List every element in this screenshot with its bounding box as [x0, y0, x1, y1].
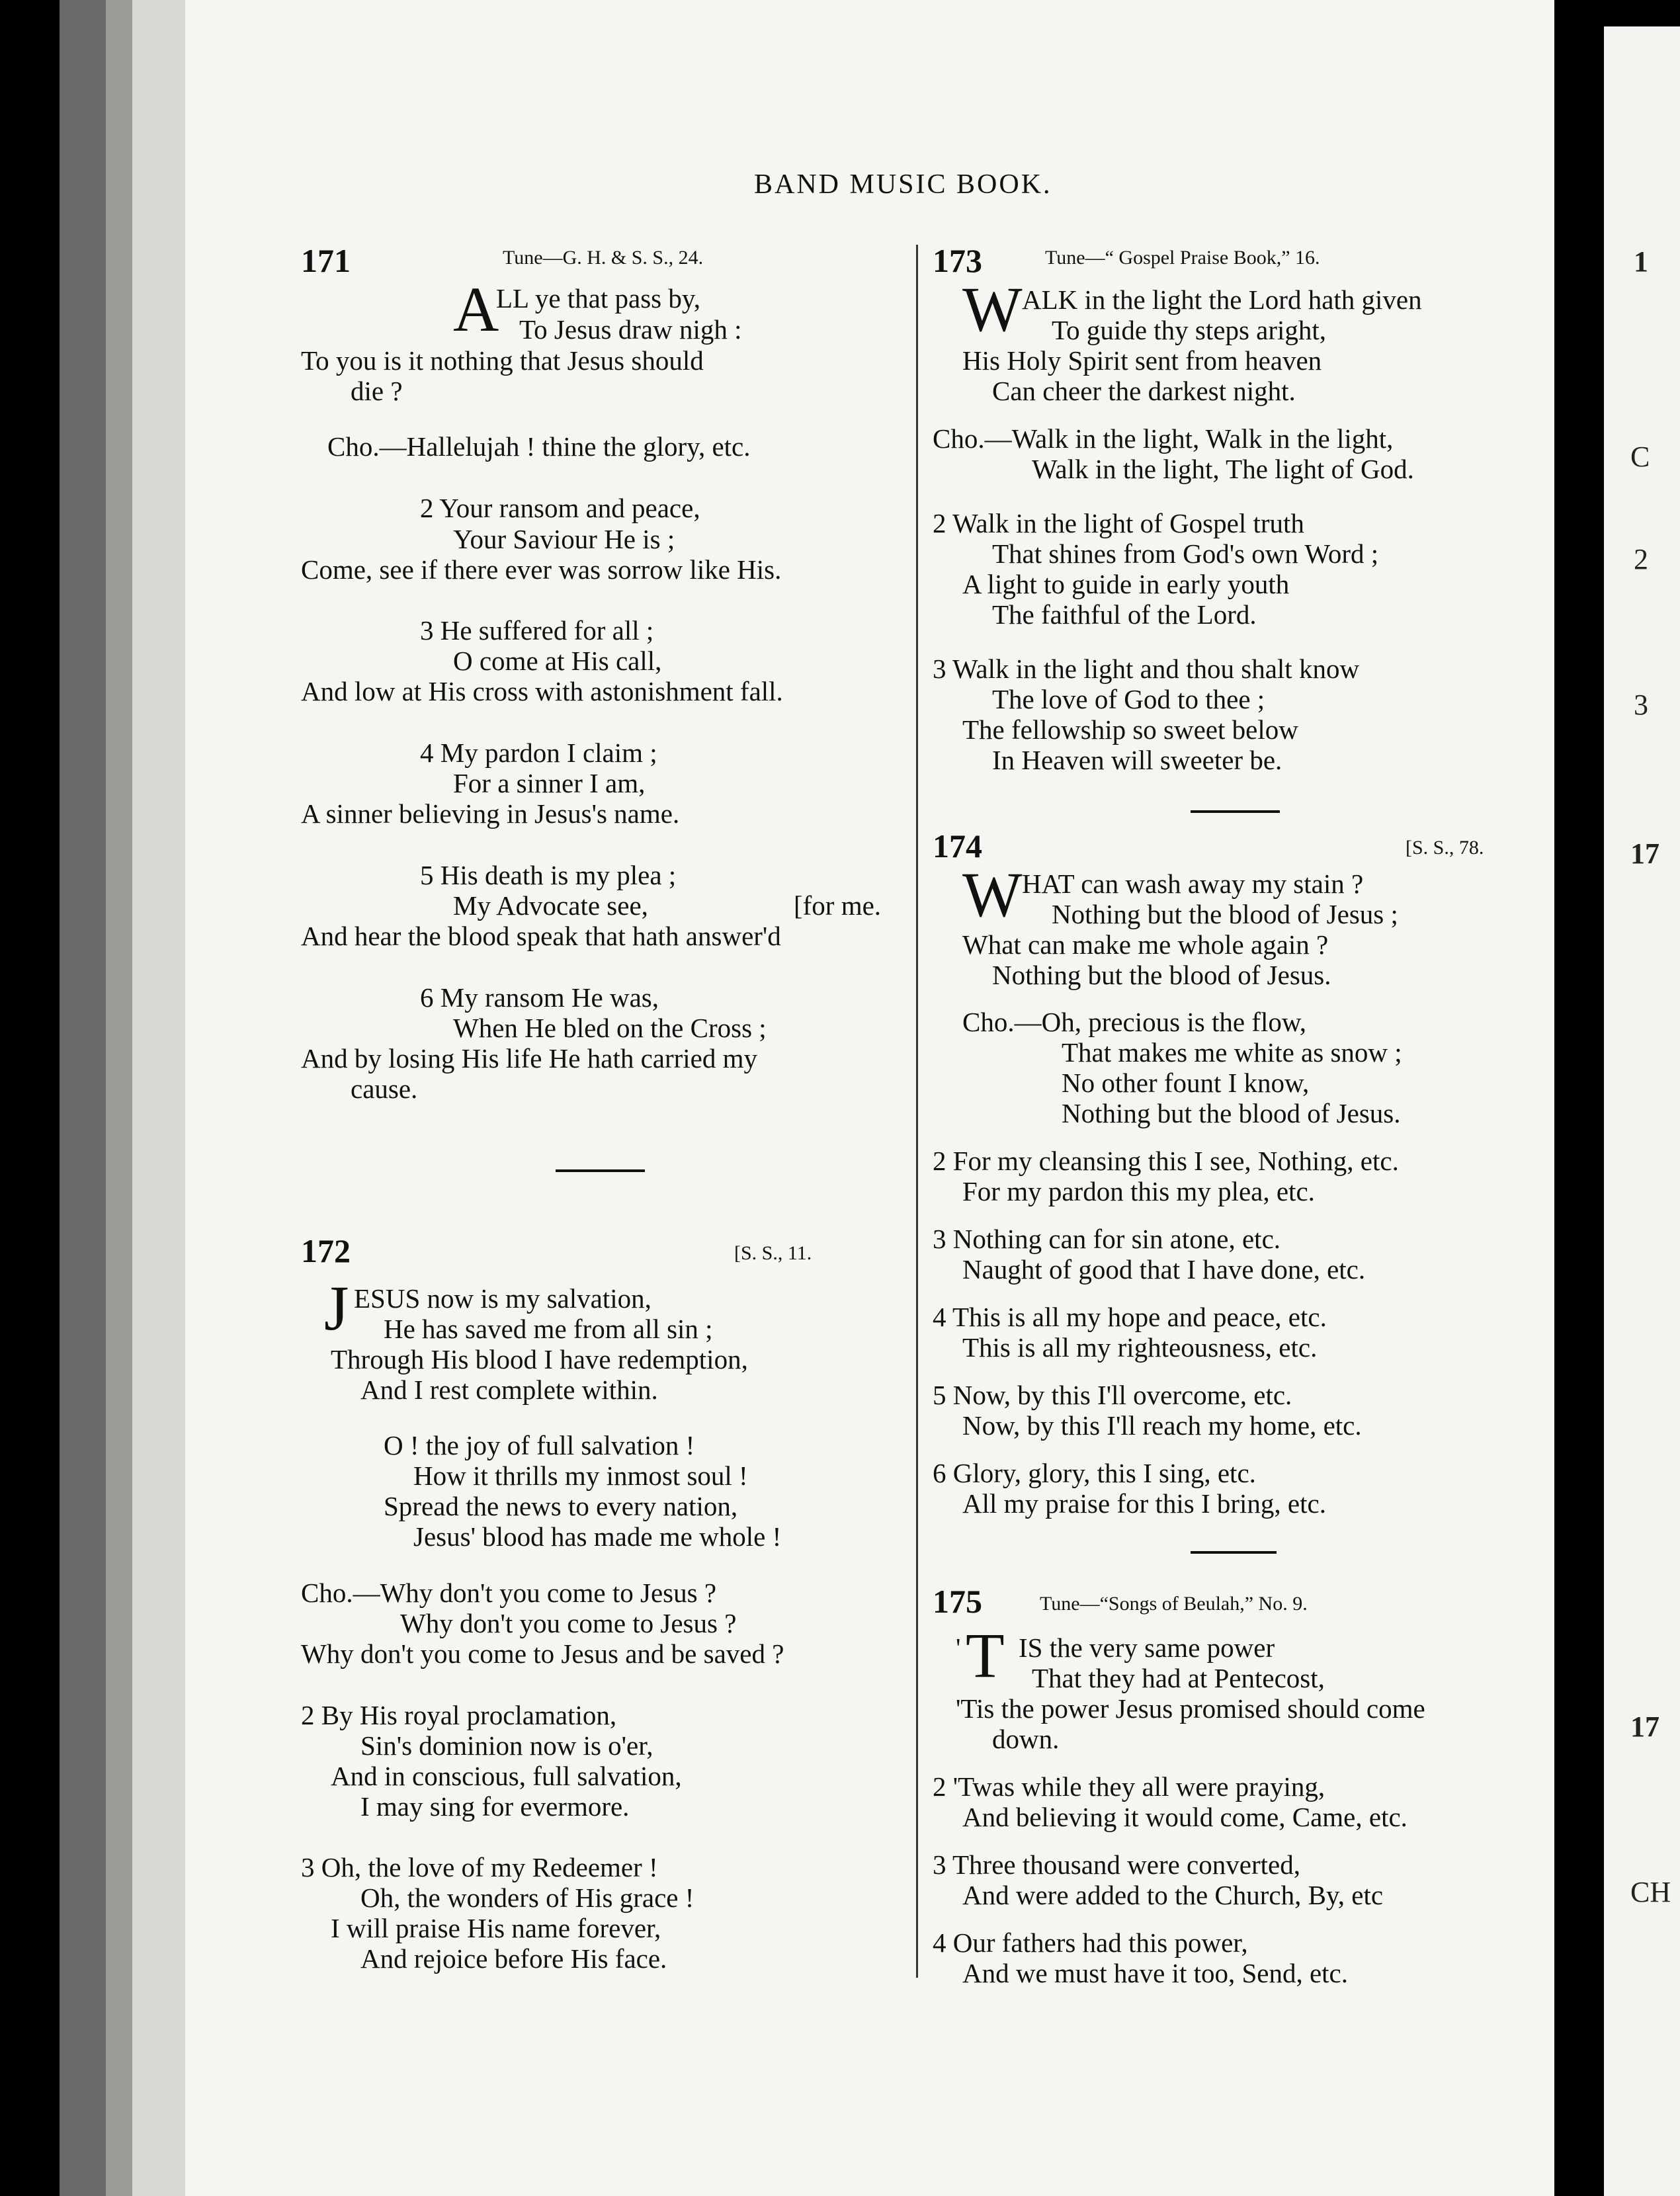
verse-line: [for me.: [794, 890, 882, 921]
drop-capital: W: [962, 859, 1023, 930]
verse-line: For my pardon this my plea, etc.: [962, 1176, 1315, 1206]
chorus-line: Cho.—Why don't you come to Jesus ?: [301, 1578, 717, 1608]
verse-line: I will praise His name forever,: [331, 1913, 661, 1943]
hymn-number: 174: [933, 827, 982, 865]
verse-line: And we must have it too, Send, etc.: [962, 1958, 1349, 1988]
verse-line: 3 He suffered for all ;: [420, 615, 654, 646]
verse-line: And rejoice before His face.: [360, 1943, 667, 1974]
fragment-text: 3: [1634, 689, 1648, 721]
verse-line: 5 Now, by this I'll overcome, etc.: [933, 1380, 1292, 1410]
verse-line: A sinner believing in Jesus's name.: [301, 798, 680, 829]
verse-line: And in conscious, full salvation,: [331, 1761, 682, 1791]
verse-line: Now, by this I'll reach my home, etc.: [962, 1410, 1362, 1441]
verse-line: The faithful of the Lord.: [992, 599, 1257, 630]
drop-capital: T: [966, 1620, 1005, 1691]
drop-capital: W: [962, 274, 1023, 345]
verse-line: 6 My ransom He was,: [420, 982, 659, 1013]
verse-line: HAT can wash away my stain ?: [1022, 868, 1364, 899]
verse-line: 2 'Twas while they all were praying,: [933, 1771, 1325, 1802]
verse-line: Nothing but the blood of Jesus ;: [1052, 899, 1398, 929]
chorus-line: Cho.—Walk in the light, Walk in the light,: [933, 423, 1394, 454]
tune-reference: [S. S., 11.: [734, 1242, 812, 1264]
verse-line: And I rest complete within.: [360, 1374, 658, 1405]
verse-line: And were added to the Church, By, etc: [962, 1880, 1384, 1910]
hymn-number: 171: [301, 242, 351, 279]
verse-line: In Heaven will sweeter be.: [992, 745, 1282, 775]
verse-line: Oh, the wonders of His grace !: [360, 1882, 694, 1913]
verse-line: To you is it nothing that Jesus should: [301, 345, 704, 376]
fragment-text: 17: [1630, 837, 1659, 870]
verse-line: And hear the blood speak that hath answer'd: [301, 921, 781, 951]
verse-line: This is all my righteousness, etc.: [962, 1332, 1318, 1363]
verse-line: 3 Nothing can for sin atone, etc.: [933, 1224, 1281, 1254]
verse-line: For a sinner I am,: [453, 768, 646, 798]
tune-reference: Tune—G. H. & S. S., 24.: [503, 247, 704, 269]
verse-line: All my praise for this I bring, etc.: [962, 1488, 1326, 1519]
verse-line: To Jesus draw nigh :: [519, 314, 742, 345]
page-stack-edge: [106, 0, 132, 2196]
verse-line: How it thrills my inmost soul !: [413, 1460, 748, 1491]
drop-capital: J: [324, 1273, 349, 1343]
verse-line: Can cheer the darkest night.: [992, 376, 1296, 406]
fragment-text: CH: [1630, 1876, 1671, 1908]
verse-line: What can make me whole again ?: [962, 929, 1329, 960]
verse-line: cause.: [351, 1074, 418, 1104]
section-rule: [1191, 1551, 1277, 1554]
verse-line: 2 Walk in the light of Gospel truth: [933, 508, 1304, 538]
page-stack-edge: [60, 0, 106, 2196]
verse-line: And believing it would come, Came, etc.: [962, 1802, 1407, 1832]
fragment-text: 1: [1634, 245, 1648, 278]
verse-line: ': [956, 1632, 961, 1663]
verse-line: And low at His cross with astonishment fall.: [301, 676, 783, 706]
chorus-line: No other fount I know,: [1062, 1068, 1310, 1098]
section-rule: [1191, 810, 1280, 813]
verse-line: That they had at Pentecost,: [1032, 1663, 1325, 1693]
verse-line: ESUS now is my salvation,: [354, 1283, 651, 1314]
chorus-line: Cho.—Oh, precious is the flow,: [962, 1007, 1307, 1037]
verse-line: 5 His death is my plea ;: [420, 860, 677, 890]
verse-line: Nothing but the blood of Jesus.: [992, 960, 1331, 990]
verse-line: IS the very same power: [1019, 1632, 1275, 1663]
tune-reference: [S. S., 78.: [1406, 837, 1484, 859]
verse-line: Naught of good that I have done, etc.: [962, 1254, 1366, 1285]
verse-line: 3 Oh, the love of my Redeemer !: [301, 1852, 658, 1882]
fragment-text: 17: [1630, 1710, 1659, 1743]
verse-line: That shines from God's own Word ;: [992, 538, 1379, 569]
verse-line: ALK in the light the Lord hath given: [1022, 284, 1422, 315]
verse-line: Come, see if there ever was sorrow like His.: [301, 554, 782, 585]
verse-line: 4 Our fathers had this power,: [933, 1927, 1248, 1958]
tune-reference: Tune—“ Gospel Praise Book,” 16.: [1045, 247, 1320, 269]
verse-line: die ?: [351, 376, 403, 406]
verse-line: down.: [992, 1724, 1060, 1754]
chorus-line: Walk in the light, The light of God.: [1032, 454, 1414, 484]
verse-line: Jesus' blood has made me whole !: [413, 1521, 782, 1552]
verse-line: Spread the news to every nation,: [384, 1491, 738, 1521]
verse-line: Through His blood I have redemption,: [331, 1344, 748, 1374]
verse-line: 4 This is all my hope and peace, etc.: [933, 1302, 1327, 1332]
verse-line: 3 Walk in the light and thou shalt know: [933, 654, 1360, 684]
verse-line: The love of God to thee ;: [992, 684, 1265, 714]
chorus-line: Why don't you come to Jesus and be saved ?: [301, 1638, 784, 1669]
verse-line: The fellowship so sweet below: [962, 714, 1298, 745]
chorus-line: Why don't you come to Jesus ?: [400, 1608, 737, 1638]
verse-line: My Advocate see,: [453, 890, 648, 921]
verse-line: And by losing His life He hath carried my: [301, 1043, 758, 1074]
drop-capital: A: [453, 274, 499, 345]
verse-line: When He bled on the Cross ;: [453, 1013, 767, 1043]
facing-page-fragment: [1604, 26, 1680, 2196]
verse-line: O ! the joy of full salvation !: [384, 1430, 695, 1460]
book-page: [185, 0, 1554, 2196]
tune-reference: Tune—“Songs of Beulah,” No. 9.: [1040, 1593, 1308, 1615]
hymn-number: 172: [301, 1232, 351, 1269]
chorus-line: That makes me white as snow ;: [1062, 1037, 1402, 1068]
verse-line: 4 My pardon I claim ;: [420, 738, 657, 768]
verse-line: Sin's dominion now is o'er,: [360, 1730, 653, 1761]
verse-line: His Holy Spirit sent from heaven: [962, 345, 1322, 376]
fragment-text: C: [1630, 441, 1650, 473]
scan-border: [0, 0, 60, 2196]
gutter: [1554, 0, 1604, 2196]
page-stack-edge: [132, 0, 185, 2196]
verse-line: 2 Your ransom and peace,: [420, 493, 700, 523]
hymn-number: 173: [933, 242, 982, 279]
fragment-text: 2: [1634, 543, 1648, 575]
verse-line: 3 Three thousand were converted,: [933, 1849, 1300, 1880]
verse-line: To guide thy steps aright,: [1052, 315, 1327, 345]
verse-line: Your Saviour He is ;: [453, 524, 675, 554]
hymn-number: 175: [933, 1583, 982, 1620]
column-divider: [916, 245, 918, 1978]
chorus-line: Nothing but the blood of Jesus.: [1062, 1098, 1401, 1128]
verse-line: LL ye that pass by,: [496, 283, 700, 314]
verse-line: 2 For my cleansing this I see, Nothing, etc.: [933, 1146, 1399, 1176]
section-rule: [556, 1169, 645, 1172]
chorus-line: Cho.—Hallelujah ! thine the glory, etc.: [327, 431, 751, 462]
verse-line: 'Tis the power Jesus promised should come: [956, 1693, 1425, 1724]
verse-line: I may sing for evermore.: [360, 1791, 630, 1822]
page-header: BAND MUSIC BOOK.: [754, 169, 1052, 200]
verse-line: 6 Glory, glory, this I sing, etc.: [933, 1458, 1256, 1488]
verse-line: O come at His call,: [453, 646, 662, 676]
verse-line: 2 By His royal proclamation,: [301, 1700, 617, 1730]
verse-line: A light to guide in early youth: [962, 569, 1290, 599]
verse-line: He has saved me from all sin ;: [384, 1314, 713, 1344]
